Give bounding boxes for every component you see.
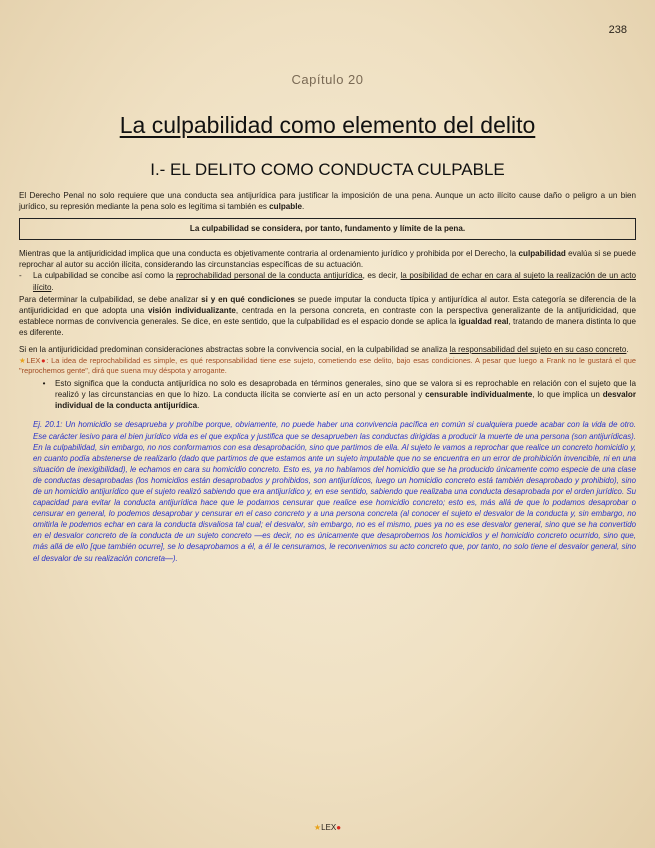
example-block: Ej. 20.1: Un homicidio se desaprueba y prohíbe porque, obviamente, no puede haber una convivencia pacífica en común si cualquiera puede acabar con la vida de otro. Ese carácter lesivo para el bien jurídico vida es el que explica y justifica que se desaprueben las conductas dirigidas a producir la muerte de una persona (son antijurídicas). En la culpabilidad, sin embargo, no nos conformamos con esa desaprobación, sino que partimos de ella. Al sujeto le vamos a reprochar que realice un concreto homicidio y, en cuanto podía abstenerse de realizarlo (dado que partimos de que estamos ante un sujeto imputable que no se encuentra en un error de prohibición invencible, ni en una situación de inexigibilidad), le echamos en cara su homicidio concreto. Esto es, ya no hablamos del homicidio que se ha producido únicamente como especie de una clase de conductas desaprobadas (los homicidios están desaprobados y prohibidos, son antijurídicos, luego un homicidio concreto está también desaprobado y prohibido), sino de un homicidio antijurídico que el sujeto realizó sabiendo que era antijurídico y, en ese sentido, sabiendo que realizaba una conducta desaprobada por el orden jurídico. Su capacidad para evitar la conducta antijurídica hace que le podamos censurar que realice ese homicidio concreto; esto es, más allá de que lo podamos desaprobar o censurar en general, lo podemos desaprobar y censurar en el caso concreto y a una persona concreta (al conocer el sujeto el desvalor de la conducta y, sin embargo, no omitirla le podemos echar en cara la conducta disvaliosa tal cual; el desvalor, sin embargo, no es el mismo, pues ya no es ese desvalor general, sino que se ha convertido en el desvalor concreto de la conducta de un sujeto concreto —es decir, no es únicamente que desaprobemos los homicidios y el homicidio concreto ocurrido, sino que, más allá de ello [que también ocurre], se lo desaprobamos a él, a él le censuramos, le reconvenimos su acto concreto que, por tanto, no solo tiene el desvalor general, sino el desvalor de su realización concreta—). [33, 420, 636, 563]
paragraph-1 [19, 190, 636, 212]
bold-term: censurable individualmente [425, 390, 533, 400]
text-run: , centrada en la persona concreta, en contraste con la perspectiva generalizante de la antijuridicidad, que establece normas de convivencia generales. Se dice, en este sentido, que la culpabilidad es el espacio donde se aplica la [19, 305, 636, 326]
paragraph-2 [19, 248, 636, 270]
underlined-term: la posibilidad de echar en cara al sujeto la realización de un acto ilícito [33, 271, 636, 292]
blood-drop-icon: ● [40, 356, 47, 366]
underlined-term: la responsabilidad del sujeto en su caso concreto [449, 345, 627, 355]
dash-bullet [19, 270, 636, 292]
text-run: se puede imputar la conducta típica y antijurídica al autor. Esta categoría se diferencia de la antijuridicidad en que adopta una [19, 294, 637, 315]
dot-marker: • [42, 379, 46, 389]
bold-term: culpable [269, 202, 302, 212]
chapter-label: Capítulo 20 [291, 72, 364, 87]
paragraph-4 [19, 344, 636, 355]
bullet-text [33, 270, 636, 292]
text-run: , es decir, [362, 271, 401, 281]
blood-drop-icon: ● [336, 823, 342, 832]
boxed-statement: La culpabilidad se considera, por tanto, fundamento y límite de la pena. [19, 218, 636, 240]
footer-lex-mark [0, 823, 655, 832]
underlined-term: reprochabilidad personal de la conducta antijurídica [176, 271, 363, 281]
bold-term: si y en qué condiciones [201, 294, 295, 304]
text-run: , lo que implica un [532, 390, 603, 400]
dash-marker: - [19, 271, 22, 281]
section-heading: I.- EL DELITO COMO CONDUCTA CULPABLE [150, 160, 505, 179]
bullet-text [55, 378, 636, 411]
bold-term: igualdad real [458, 316, 509, 326]
bold-term: culpabilidad [518, 249, 566, 259]
text-run: . [197, 401, 200, 411]
chapter-title: La culpabilidad como elemento del delito [119, 112, 536, 138]
page-number: 238 [608, 24, 627, 36]
footer-lex-label: LEX [321, 823, 337, 832]
bold-term: desvalor individual de la conducta antijurídica [55, 390, 636, 411]
text-run: . [626, 345, 629, 355]
dot-bullet [19, 378, 636, 411]
text-run: Mientras que la antijuridicidad implica que una conducta es objetivamente contraria al ordenamiento jurídico y prohibida por el Derecho, la [19, 249, 519, 259]
text-run: evalúa si se puede reprochar al autor su acción ilícita, considerando las circunstancias específicas de su actuación. [19, 249, 637, 270]
lex-label: LEX [26, 356, 41, 366]
text-run: Si en la antijuridicidad predominan consideraciones abstractas sobre la convivencia social, en la culpabilidad se analiza [19, 345, 450, 355]
body-content [19, 190, 636, 564]
paragraph-3 [19, 294, 636, 338]
text-run: Para determinar la culpabilidad, se debe analizar [19, 294, 202, 304]
star-icon: ★ [19, 356, 27, 366]
star-icon: ★ [313, 823, 322, 832]
text-run: . [51, 282, 54, 292]
text-run: El Derecho Penal no solo requiere que una conducta sea antijurídica para justificar la imposición de una pena. Aunque un acto ilícito cause daño o peligro a un bien jurídico, su represión mediante la pena solo es legítima si también es [19, 191, 636, 212]
note-text: : La idea de reprochabilidad es simple, es qué responsabilidad tiene ese sujeto, cometiendo ese delito, bajo esas condiciones. A pesar que luego a Frank no le gustará el que "reprochemos gente", dirá que suena muy déspota y arrogante. [19, 356, 636, 376]
bold-term: visión individualizante [148, 305, 236, 315]
text-run: La culpabilidad se concibe así como la [33, 271, 177, 281]
text-run: . [301, 202, 305, 212]
lex-note [19, 356, 636, 376]
text-run: Esto significa que la conducta antijurídica no solo es desaprobada en términos generales, sino que se valora si es reprochable en relación con el sujeto que la realizó y las circunstancias en que lo hizo. La conducta ilícita se convierte así en un acto personal y [55, 379, 636, 400]
text-run: , tratando de manera distinta lo que es diferente. [19, 316, 636, 337]
